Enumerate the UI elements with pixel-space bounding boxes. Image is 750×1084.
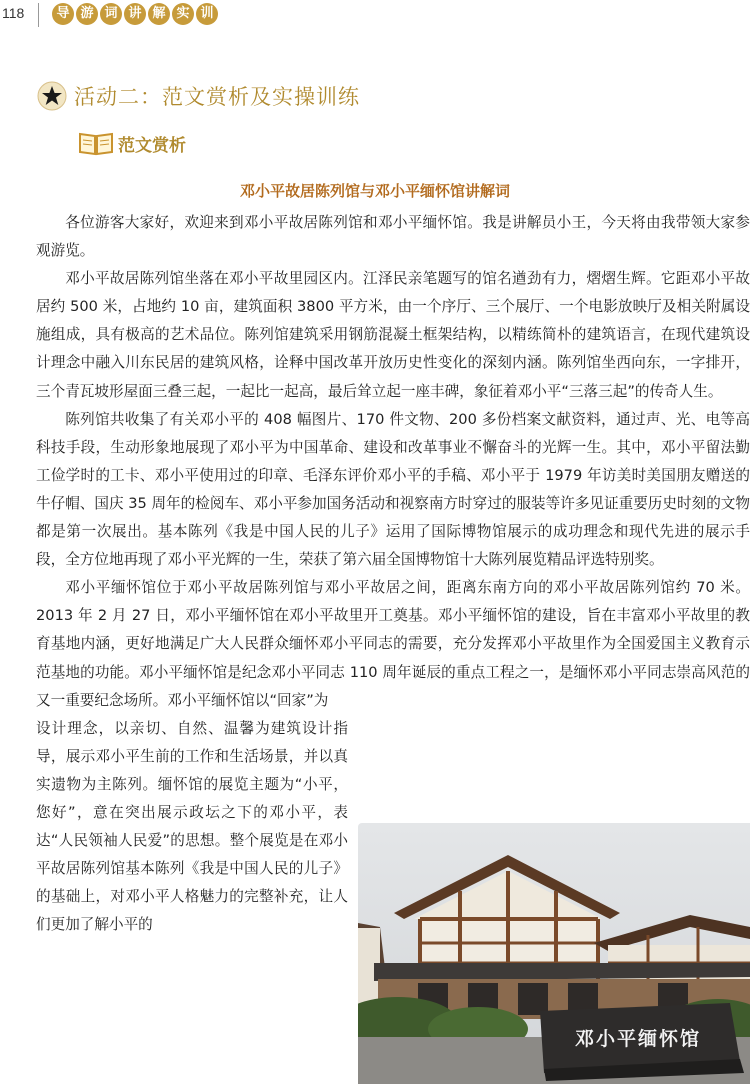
book-title-char: 实 [172,3,194,25]
book-title-char: 游 [76,3,98,25]
paragraph: 邓小平缅怀馆位于邓小平故居陈列馆与邓小平故居之间，距离东南方向的邓小平故居陈列馆约 70 米。2013 年 2 月 27 日，邓小平缅怀馆在邓小平故里开工奠基。邓小平缅怀馆的建设，旨在丰富邓小平故里的教育基地内涵，更好地满足广大人民群众缅怀邓小平同志的需要，充分发挥邓小平故里作为全国爱国主义教育示范基地的功能。邓小平缅怀馆是纪念邓小平同志 110 周年诞辰的重点工程之一，是缅怀邓小平同志崇高风范的又一重要纪念场所。邓小平缅怀馆以“回家”为 [36,579,750,709]
memorial-hall-photo [358,823,750,1084]
header-divider [38,3,39,27]
book-title-char: 导 [52,3,74,25]
page-number: 118 [2,5,25,21]
memorial-hall-sign: 邓小平缅怀馆 [574,1028,702,1050]
page-header [0,0,750,32]
star-icon [36,80,68,112]
memorial-hall-illustration [358,823,750,1084]
book-title-char: 词 [100,3,122,25]
paragraph: 各位游客大家好，欢迎来到邓小平故居陈列馆和邓小平缅怀馆。我是讲解员小王，今天将由我带领大家参观游览。 [36,214,750,260]
paragraph: 陈列馆共收集了有关邓小平的 408 幅图片、170 件文物、200 多份档案文献资料，通过声、光、电等高科技手段，生动形象地展现了邓小平为中国革命、建设和改革事业不懈奋斗的光辉一生。其中，邓小平留法勤工俭学时的工卡、邓小平使用过的印章、毛泽东评价邓小平的手稿、邓小平于 1979 年访美时美国朋友赠送的牛仔帽、国庆 35 周年的检阅车、邓小平参加国务活动和视察南方时穿过的服装等许多见证重要历史时刻的文物都是第一次展出。基本陈列《我是中国人民的儿子》运用了国际博物馆展示的成功理念和现代先进的展示手段，全方位地再现了邓小平光辉的一生，荣获了第六届全国博物馆十大陈列展览精品评选特别奖。 [36,410,750,569]
open-book-icon [78,130,114,156]
activity-title: 活动二：范文赏析及实操训练 [74,85,360,109]
article-title: 邓小平故居陈列馆与邓小平缅怀馆讲解词 [239,182,510,200]
section-heading [78,130,186,156]
paragraph-continuation: 设计理念，以亲切、自然、温馨为建筑设计指导，展示邓小平生前的工作和生活场景，并以真实遗物为主陈列。缅怀馆的展览主题为“小平，您好”，意在突出展示政坛之下的邓小平，表达“人民领袖人民爱”的思想。整个展览是在邓小平故居陈列馆基本陈列《我是中国人民的儿子》的基础上，对邓小平人格魅力的完整补充，让人们更加了解小平的 [36,719,348,934]
book-title-char: 解 [148,3,170,25]
book-title [52,3,218,25]
book-title-char: 训 [196,3,218,25]
paragraph: 邓小平故居陈列馆坐落在邓小平故里园区内。江泽民亲笔题写的馆名遒劲有力，熠熠生辉。它距邓小平故居约 500 米，占地约 10 亩，建筑面积 3800 平方米，由一个序厅、三个展厅、一个电影放映厅及相关附属设施组成，具有极高的艺术品位。陈列馆建筑采用钢筋混凝土框架结构，以精练简朴的建筑语言，在现代建筑设计理念中融入川东民居的建筑风格，诠释中国改革开放历史性变化的深刻内涵。陈列馆坐西向东，一字排开，三个青瓦坡形屋面三叠三起，一起比一起高，最后耸立起一座丰碑，象征着邓小平“三落三起”的传奇人生。 [36,270,750,400]
book-title-char: 讲 [124,3,146,25]
section-title: 范文赏析 [118,135,186,156]
activity-heading [36,80,360,112]
